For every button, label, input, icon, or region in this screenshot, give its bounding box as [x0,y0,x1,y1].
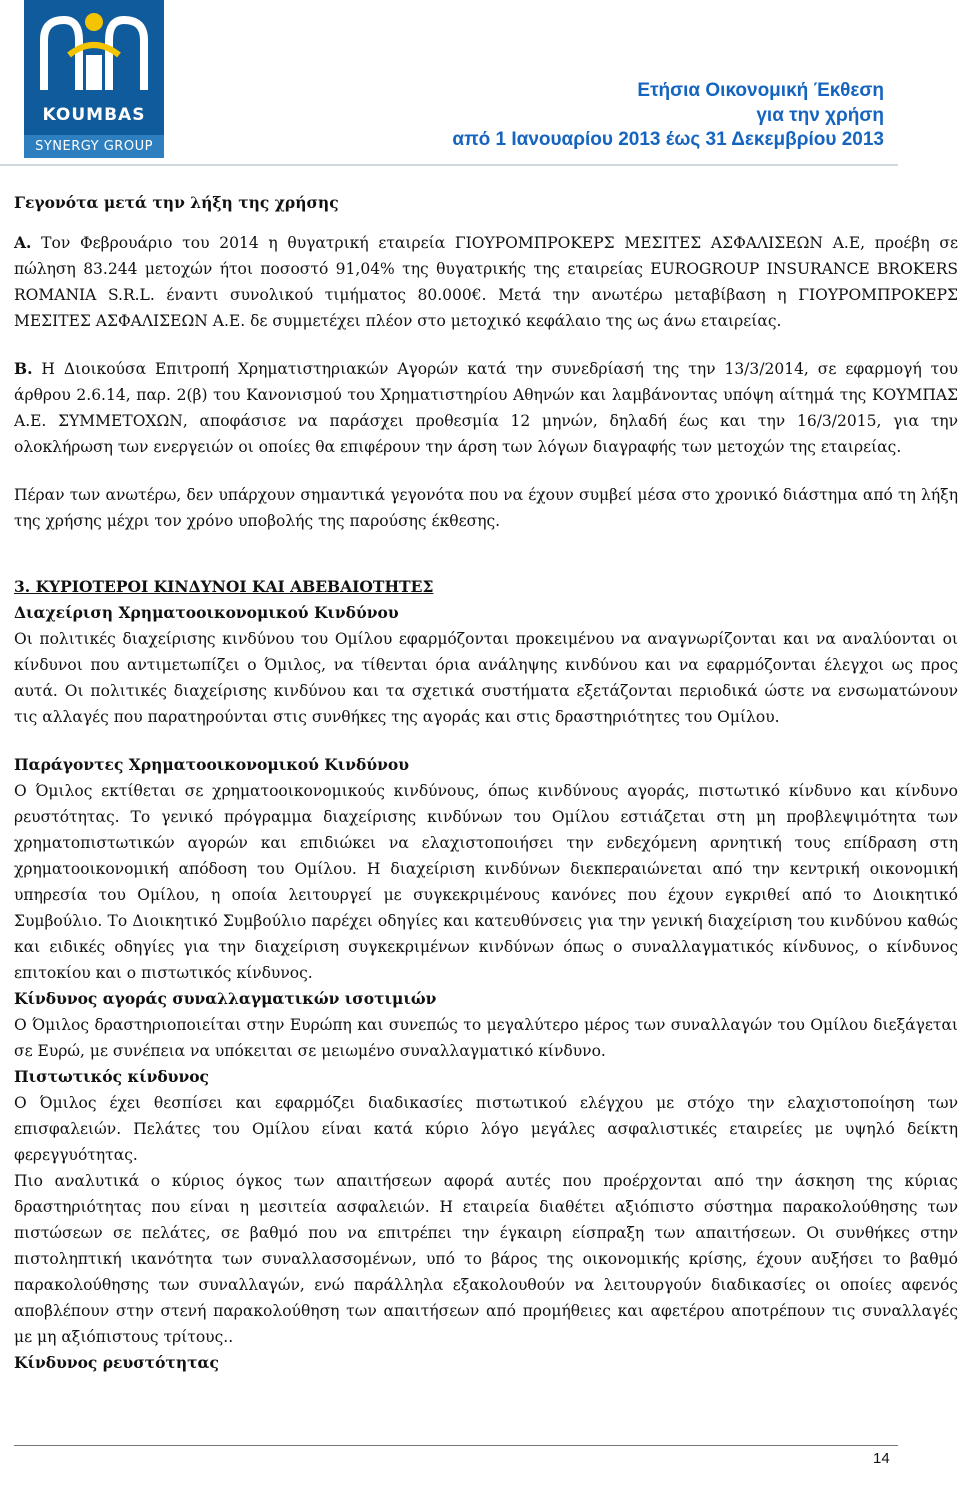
logo-hands-icon [24,0,164,95]
fx-risk-heading: Κίνδυνος αγοράς συναλλαγματικών ισοτιμιών [14,989,437,1008]
events-heading: Γεγονότα μετά την λήξη της χρήσης [14,193,339,212]
logo-group-text: SYNERGY GROUP [24,135,164,158]
report-period: από 1 Ιανουαρίου 2013 έως 31 Δεκεμβρίου 2013 [452,129,884,150]
fx-risk-text: Ο Όμιλος δραστηριοποιείται στην Ευρώπη και συνεπώς το μεγαλύτερο μέρος των συναλλαγών του Ομίλου διεξάγεται σε Ευρώ, με συνέπεια να υπόκειται σε μειωμένο συναλλαγματικό κίνδυνο. [14,1016,958,1060]
logo-emblem [24,0,164,95]
event-a-paragraph [14,230,958,334]
header-divider [0,164,898,166]
credit-risk-text-2: Πιο αναλυτικά ο κύριος όγκος των απαιτήσεων αφορά αυτές που προέρχονται από την άσκηση της κύριας δραστηριότητας που είναι η μεσιτεία ασφαλειών. Η εταιρεία διαθέτει αξιόπιστο σύστημα παρακολούθησης των πιστώσεων σε πελάτες, σε βαθμό που να επιτρέπει την έγκαιρη είσπραξη των απαιτήσεων. Οι συνθήκες στην πιστοληπτική ικανότητα των συναλλασσομένων, υπό το βάρος της οικονομικής κρίσης, έχουν αυξήσει το βαθμό παρακολούθησης των συναλλαγών, ενώ παράλληλα εξακολουθούν να λειτουργούν διαδικασίες οι οποίες αφενός αποβλέπουν στην στενή παρακολούθηση των απαιτήσεων από προμήθειες και αφετέρου αποτρέπουν τις συναλλαγές με μη αξιόπιστους τρίτους.. [14,1172,958,1346]
logo-brand-text: KOUMBAS [24,95,164,135]
footer-divider [14,1445,898,1446]
risk-factors-heading: Παράγοντες Χρηματοοικονομικού Κινδύνου [14,755,409,774]
credit-risk-text-1: Ο Όμιλος έχει θεσπίσει και εφαρμόζει διαδικασίες πιστωτικού ελέγχου με στόχο την ελαχιστοποίηση των επισφαλειών. Πελάτες του Ομίλου είναι κατά κύριο λόγο μεγάλες ασφαλιστικές εταιρείες με υψηλό δείκτη φερεγγυότητας. [14,1094,958,1164]
event-a-text: Τον Φεβρουάριο του 2014 η θυγατρική εταιρεία ΓΙΟΥΡΟΜΠΡΟΚΕΡΣ ΜΕΣΙΤΕΣ ΑΣΦΑΛΙΣΕΩΝ Α.Ε, προέβη σε πώληση 83.244 μετοχών ήτοι ποσοστό 91,04% της θυγατρικής της εταιρείας EUROGROUP INSURANCE BROKERS ROMANIA S.R.L. έναντι συνολικού τιμήματος 80.000€. Μετά την ανωτέρω μεταβίβαση η ΓΙΟΥΡΟΜΠΡΟΚΕΡΣ ΜΕΣΙΤΕΣ ΑΣΦΑΛΙΣΕΩΝ Α.Ε. δε συμμετέχει πλέον στο μετοχικό κεφάλαιο της ως άνω εταιρείας. [14,234,958,330]
risk-management-text: Οι πολιτικές διαχείρισης κινδύνου του Ομίλου εφαρμόζονται προκειμένου να αναγνωρίζονται και να αναλύονται οι κίνδυνοι που αντιμετωπίζει ο Όμιλος, να τίθενται όρια ανάληψης κινδύνου και να εφαρμόζονται έλεγχοι ως προς αυτά. Οι πολιτικές διαχείρισης κινδύνου και τα σχετικά συστήματα εξετάζονται περιοδικά ώστε να ενσωματώνουν τις αλλαγές που παρατηρούνται στις συνθήκες της αγοράς και στις δραστηριότητες του Ομίλου. [14,630,958,726]
events-closing: Πέραν των ανωτέρω, δεν υπάρχουν σημαντικά γεγονότα που να έχουν συμβεί μέσα στο χρονικό διάστημα από τη λήξη της χρήσης μέχρι τον χρόνο υποβολής της παρούσης έκθεσης. [14,486,958,530]
page-number: 14 [873,1450,890,1467]
report-title: Ετήσια Οικονομική Έκθεση [637,80,884,101]
company-logo [24,0,164,158]
event-b-paragraph [14,356,958,460]
event-b-label: Β. [14,359,33,378]
event-a-label: Α. [14,233,32,252]
liquidity-risk-heading: Κίνδυνος ρευστότητας [14,1353,219,1372]
report-subtitle: για την χρήση [756,105,884,126]
report-title-block [452,78,884,152]
risk-management-heading: Διαχείριση Χρηματοοικονομικού Κινδύνου [14,603,399,622]
event-b-text: Η Διοικούσα Επιτροπή Χρηματιστηριακών Αγορών κατά την συνεδρίασή της την 13/3/2014, σε εφαρμογή του άρθρου 2.6.14, παρ. 2(β) του Κανονισμού του Χρηματιστηρίου Αθηνών και λαμβάνοντας υπόψη αίτημά της ΚΟΥΜΠΑΣ Α.Ε. ΣΥΜΜΕΤΟΧΩΝ, αποφάσισε να παράσχει προθεσμία 12 μηνών, δηλαδή έως και την 16/3/2015, για την ολοκλήρωση των ενεργειών οι οποίες θα επιφέρουν την άρση των λόγων διαγραφής των μετοχών της εταιρείας. [14,360,958,456]
page-content [14,190,958,1376]
page-header [0,0,960,165]
risk-factors-text: Ο Όμιλος εκτίθεται σε χρηματοοικονομικούς κινδύνους, όπως κινδύνους αγοράς, πιστωτικό κίνδυνο και κίνδυνο ρευστότητας. Το γενικό πρόγραμμα διαχείρισης κινδύνων του Ομίλου εστιάζεται στη μη προβλεψιμότητα των χρηματοπιστωτικών αγορών και επιδιώκει να ελαχιστοποιήσει την ενδεχόμενη αρνητική τους επίδραση στη χρηματοοικονομική απόδοση του Ομίλου. Η διαχείριση κινδύνων διεκπεραιώνεται από την κεντρική οικονομική υπηρεσία του Ομίλου, η οποία λειτουργεί με συγκεκριμένους κανόνες που έχουν εγκριθεί από το Διοικητικό Συμβούλιο. Το Διοικητικό Συμβούλιο παρέχει οδηγίες και κατευθύνσεις για την γενική διαχείριση του κινδύνου καθώς και ειδικές οδηγίες για την διαχείριση συγκεκριμένων κινδύνων όπως ο συναλλαγματικός κίνδυνος, ο κίνδυνος επιτοκίου και ο πιστωτικός κίνδυνος. [14,782,958,982]
credit-risk-heading: Πιστωτικός κίνδυνος [14,1067,209,1086]
risks-section-title: 3. ΚΥΡΙΟΤΕΡΟΙ ΚΙΝΔΥΝΟΙ ΚΑΙ ΑΒΕΒΑΙΟΤΗΤΕΣ [14,577,434,596]
